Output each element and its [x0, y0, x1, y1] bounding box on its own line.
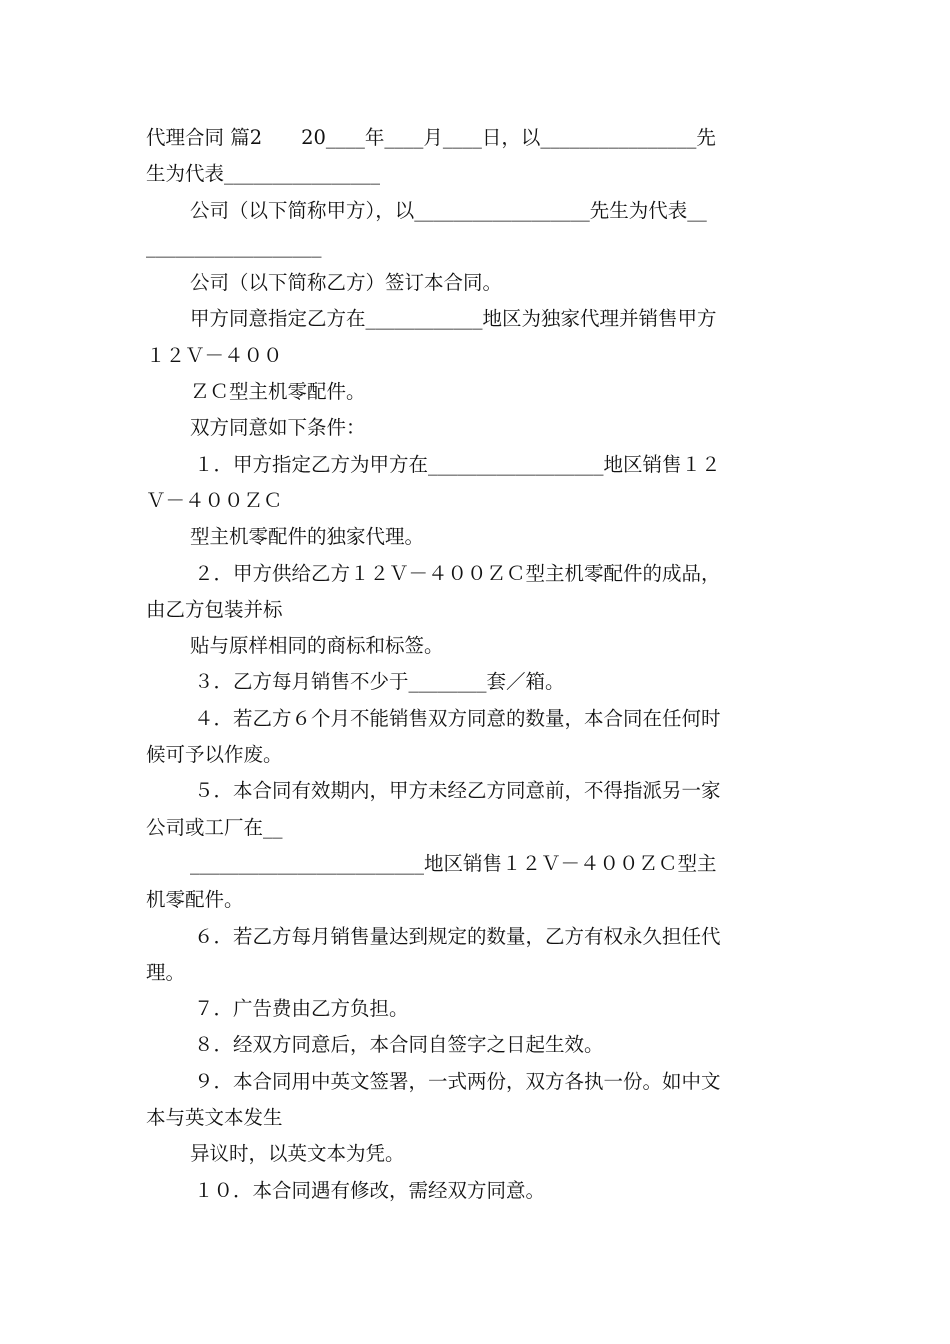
clause-7: ７．广告费由乙方负担。: [194, 997, 409, 1021]
clause-9: ９．本合同用中英文签署，一式两份，双方各执一份。如中文: [194, 1069, 721, 1093]
text-line: 生为代表________________: [146, 162, 381, 186]
text-line: 代理合同 篇2 20____年____月____日，以________________先: [146, 126, 716, 149]
clause-4: ４．若乙方６个月不能销售双方同意的数量，本合同在任何时: [194, 706, 721, 730]
clause-6: ６．若乙方每月销售量达到规定的数量，乙方有权永久担任代: [194, 924, 721, 948]
text-line: 公司（以下简称甲方），以__________________先生为代表__: [190, 198, 707, 222]
text-line: 异议时，以英文本为凭。: [190, 1142, 405, 1166]
text-line: 公司或工厂在__: [146, 815, 283, 839]
text-line: １２Ｖ－４００: [146, 343, 283, 367]
clause-10: １０．本合同遇有修改，需经双方同意。: [194, 1178, 546, 1202]
text-line: 本与英文本发生: [146, 1106, 283, 1130]
text-line: ________________________地区销售１２Ｖ－４００ＺＣ型主: [190, 851, 717, 875]
text-line: 公司（以下简称乙方）签订本合同。: [190, 271, 503, 295]
text-line: 由乙方包装并标: [146, 597, 283, 621]
text-line: 候可予以作废。: [146, 743, 283, 767]
clause-2: ２．甲方供给乙方１２Ｖ－４００ＺＣ型主机零配件的成品，: [194, 561, 721, 585]
text-line: 型主机零配件的独家代理。: [190, 525, 425, 549]
text-line: 机零配件。: [146, 888, 244, 912]
text-line: 贴与原样相同的商标和标签。: [190, 634, 444, 658]
text-line: ＺＣ型主机零配件。: [190, 380, 366, 404]
text-line: 甲方同意指定乙方在____________地区为独家代理并销售甲方: [190, 307, 717, 331]
text-line: 理。: [146, 960, 186, 984]
clause-3: ３．乙方每月销售不少于________套／箱。: [194, 670, 565, 694]
text-line: __________________: [146, 234, 322, 258]
text-line: 双方同意如下条件：: [190, 416, 366, 440]
text-line: Ｖ－４００ＺＣ: [146, 488, 283, 512]
clause-8: ８．经双方同意后，本合同自签字之日起生效。: [194, 1033, 604, 1057]
clause-1: １．甲方指定乙方为甲方在__________________地区销售１２: [194, 452, 721, 476]
clause-5: ５．本合同有效期内，甲方未经乙方同意前，不得指派另一家: [194, 779, 721, 803]
